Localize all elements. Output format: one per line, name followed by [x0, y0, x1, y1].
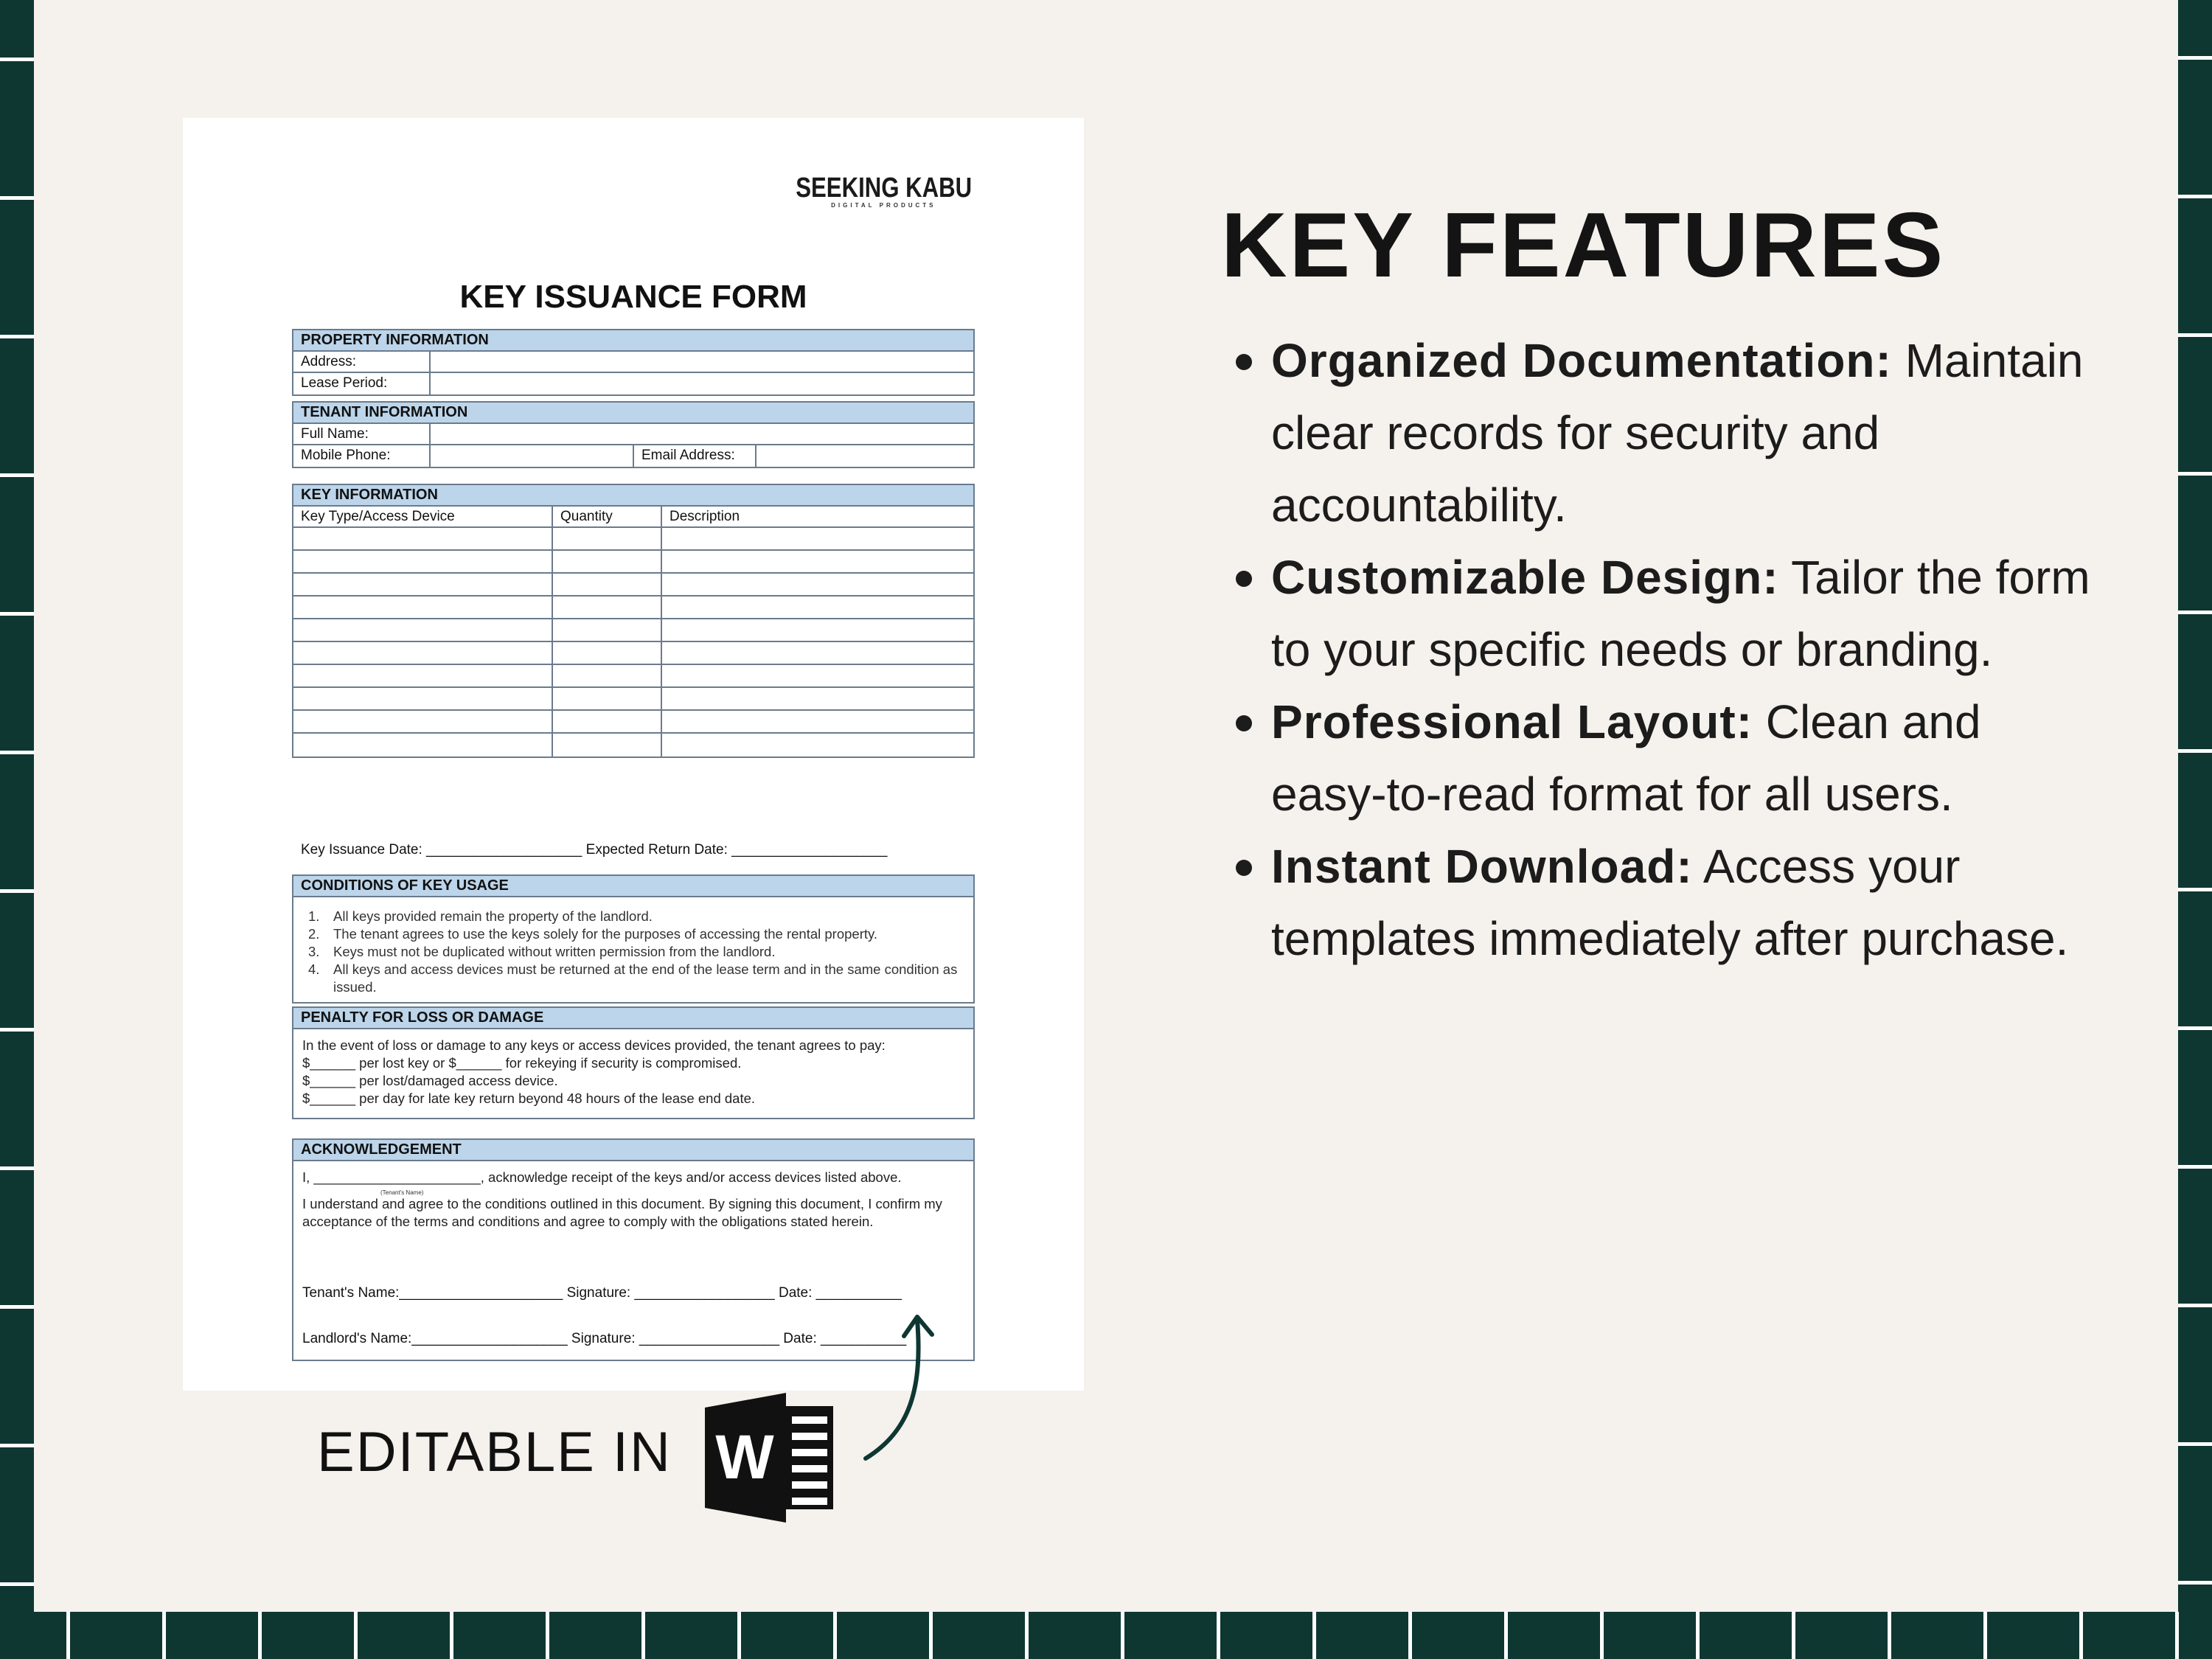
content-canvas	[34, 0, 2178, 1612]
penalty-section	[292, 1006, 975, 1119]
features-list	[1236, 324, 2106, 975]
section-heading: KEY INFORMATION	[293, 485, 973, 507]
feature-text: Clean and easy-to-read format for all users.	[1271, 695, 1981, 821]
brick-mortar	[2178, 1581, 2212, 1585]
bullet-icon	[1236, 860, 1252, 876]
feature-item	[1236, 541, 2106, 686]
brick-mortar	[2178, 888, 2212, 891]
condition-item: 1. All keys provided remain the property of the landlord.	[308, 908, 653, 924]
condition-item: 2. The tenant agrees to use the keys solely for the purposes of accessing the rental property.	[308, 926, 878, 942]
editable-in-label: EDITABLE IN	[317, 1421, 672, 1484]
key-table-row	[293, 597, 973, 619]
tenant-section	[292, 401, 975, 468]
conditions-section	[292, 874, 975, 1004]
key-table-row	[293, 711, 973, 734]
condition-item: 3. Keys must not be duplicated without written permission from the landlord.	[308, 944, 776, 959]
brick-mortar	[0, 1166, 34, 1170]
arrow-icon	[860, 1305, 956, 1466]
brick-mortar	[2178, 1304, 2212, 1307]
address-row	[293, 352, 973, 373]
brick-mortar	[0, 196, 34, 200]
brick-mortar	[1408, 1612, 1412, 1659]
feature-text: Maintain clear records for security and accountability.	[1271, 334, 2084, 532]
property-section	[292, 329, 975, 396]
brick-mortar	[1600, 1612, 1604, 1659]
brick-mortar	[450, 1612, 453, 1659]
field-label: Address:	[301, 354, 356, 369]
field-label: Mobile Phone:	[301, 448, 391, 463]
section-heading: TENANT INFORMATION	[293, 403, 973, 424]
penalty-line: $______ per lost key or $______ for rekeying if security is compromised.	[302, 1055, 742, 1071]
tenant-signature-line: Tenant's Name:_____________________ Signature: __________________ Date: ___________	[302, 1285, 902, 1301]
brick-mortar	[2178, 749, 2212, 753]
brick-mortar	[0, 751, 34, 754]
brick-mortar	[737, 1612, 741, 1659]
condition-item: 4. All keys and access devices must be returned at the end of the lease term and in the same condition as issued.	[308, 961, 958, 995]
word-letter: W	[715, 1422, 774, 1492]
logo-tagline: DIGITAL PRODUCTS	[831, 202, 936, 209]
key-dates-line: Key Issuance Date: ____________________ Expected Return Date: ____________________	[301, 842, 888, 858]
brick-mortar	[2178, 1165, 2212, 1169]
brick-mortar	[1888, 1612, 1891, 1659]
brick-mortar	[1983, 1612, 1987, 1659]
brick-mortar	[2178, 56, 2212, 60]
key-table-row	[293, 574, 973, 597]
brick-mortar	[1217, 1612, 1220, 1659]
brick-mortar	[2178, 195, 2212, 198]
brick-mortar	[0, 1028, 34, 1032]
field-label: Email Address:	[641, 448, 735, 463]
brick-mortar	[929, 1612, 933, 1659]
penalty-line: $______ per day for late key return beyond 48 hours of the lease end date.	[302, 1091, 756, 1106]
column-header: Description	[669, 509, 740, 524]
full-name-row	[293, 424, 973, 445]
field-label: Full Name:	[301, 426, 369, 442]
brick-mortar	[162, 1612, 166, 1659]
brick-mortar	[2178, 333, 2212, 337]
brand-logo	[776, 174, 991, 209]
feature-label: Instant Download:	[1271, 840, 1693, 893]
landlord-signature-line: Landlord's Name:____________________ Signature: __________________ Date: ___________	[302, 1331, 907, 1346]
penalty-intro: In the event of loss or damage to any keys or access devices provided, the tenant agrees to pay:	[302, 1037, 886, 1053]
section-heading: CONDITIONS OF KEY USAGE	[293, 876, 973, 897]
brick-mortar	[0, 473, 34, 477]
brick-mortar	[1696, 1612, 1700, 1659]
brick-mortar	[1121, 1612, 1124, 1659]
word-icon	[703, 1391, 835, 1524]
bullet-icon	[1236, 571, 1252, 587]
brick-border-right	[2178, 0, 2212, 1659]
bullet-icon	[1236, 354, 1252, 370]
brick-mortar	[66, 1612, 70, 1659]
contact-row	[293, 445, 973, 467]
brick-mortar	[1312, 1612, 1316, 1659]
brick-mortar	[833, 1612, 837, 1659]
brick-border-bottom	[0, 1612, 2212, 1659]
brick-mortar	[0, 58, 34, 61]
brick-mortar	[546, 1612, 549, 1659]
key-table-row	[293, 734, 973, 757]
brick-mortar	[641, 1612, 645, 1659]
feature-text: Tailor the form to your specific needs or branding.	[1271, 551, 2090, 676]
feature-label: Organized Documentation:	[1271, 334, 1892, 387]
brick-mortar	[2178, 1442, 2212, 1446]
brick-mortar	[0, 1305, 34, 1309]
section-heading: ACKNOWLEDGEMENT	[293, 1140, 973, 1161]
brick-mortar	[0, 1444, 34, 1447]
key-table-row	[293, 642, 973, 665]
features-title: KEY FEATURES	[1221, 195, 1946, 296]
brick-mortar	[258, 1612, 262, 1659]
brick-mortar	[1025, 1612, 1029, 1659]
key-table-row	[293, 528, 973, 551]
key-table-row	[293, 665, 973, 688]
key-table-row	[293, 688, 973, 711]
brick-mortar	[2178, 611, 2212, 614]
logo-brand: SEEKING KABU	[795, 173, 972, 204]
section-heading: PROPERTY INFORMATION	[293, 330, 973, 352]
column-header: Quantity	[560, 509, 613, 524]
ack-paragraph: I understand and agree to the conditions outlined in this document. By signing this document, I confirm my acceptance of the terms and conditions and agree to comply with the obligations stated herein.	[302, 1196, 942, 1229]
form-title: KEY ISSUANCE FORM	[459, 279, 807, 315]
brick-mortar	[0, 1582, 34, 1586]
feature-item	[1236, 830, 2106, 975]
column-header: Key Type/Access Device	[301, 509, 455, 524]
bullet-icon	[1236, 715, 1252, 731]
document-preview	[183, 118, 1084, 1391]
brick-mortar	[354, 1612, 358, 1659]
brick-mortar	[1504, 1612, 1508, 1659]
penalty-line: $______ per lost/damaged access device.	[302, 1073, 558, 1088]
key-info-section	[292, 484, 975, 758]
ack-line: I, ______________________, acknowledge receipt of the keys and/or access devices listed above.	[302, 1169, 902, 1185]
feature-label: Customizable Design:	[1271, 551, 1779, 604]
brick-mortar	[1792, 1612, 1795, 1659]
feature-text: Access your templates immediately after purchase.	[1271, 840, 2069, 965]
brick-mortar	[2079, 1612, 2083, 1659]
field-label: Lease Period:	[301, 375, 388, 391]
lease-period-row	[293, 373, 973, 394]
key-table-header	[293, 507, 973, 528]
brick-mortar	[0, 612, 34, 616]
key-table-row	[293, 619, 973, 642]
feature-item	[1236, 324, 2106, 541]
brick-border-left	[0, 0, 34, 1659]
brick-mortar	[2175, 1612, 2179, 1659]
tenant-name-note: (Tenant's Name)	[380, 1189, 424, 1196]
brick-mortar	[0, 889, 34, 893]
brick-mortar	[2178, 472, 2212, 476]
brick-mortar	[2178, 1026, 2212, 1030]
section-heading: PENALTY FOR LOSS OR DAMAGE	[293, 1008, 973, 1029]
feature-item	[1236, 686, 2106, 830]
feature-label: Professional Layout:	[1271, 695, 1753, 748]
key-table-row	[293, 551, 973, 574]
brick-mortar	[0, 335, 34, 338]
